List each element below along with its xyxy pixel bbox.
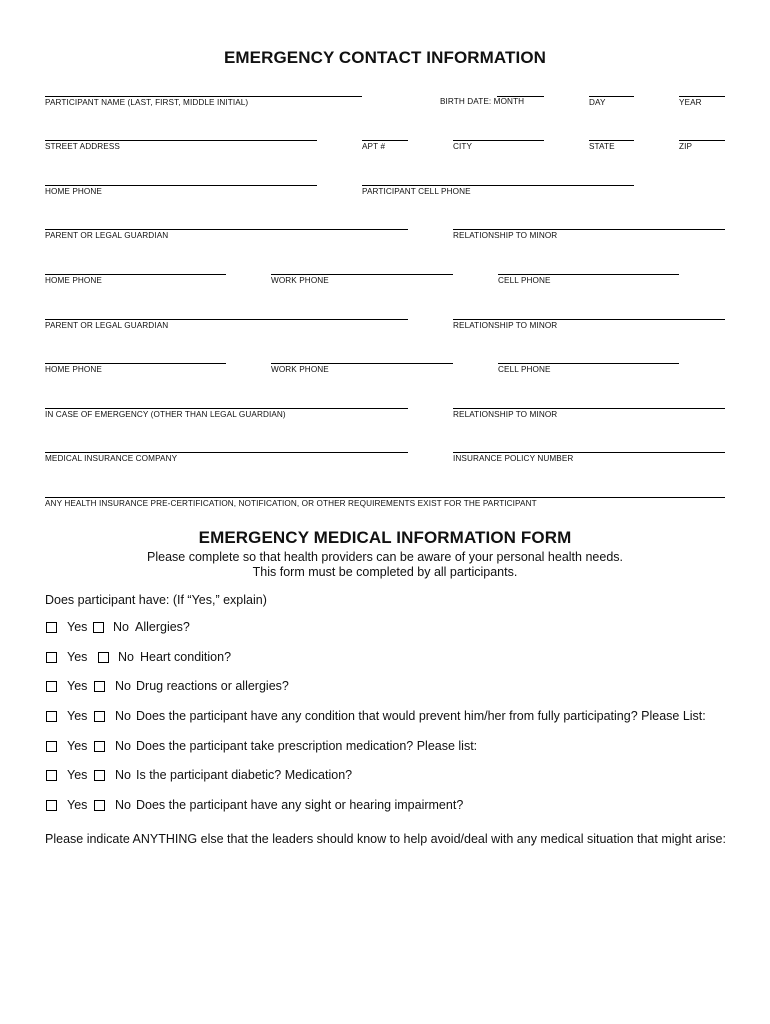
yes-checkbox[interactable] — [46, 622, 57, 633]
apt-label: APT # — [362, 142, 386, 151]
relationship-field-2[interactable] — [453, 319, 725, 334]
work-phone-field-2[interactable] — [271, 363, 453, 378]
zip-label: ZIP — [679, 142, 693, 151]
parent-guardian-label: PARENT OR LEGAL GUARDIAN — [45, 231, 169, 240]
city-label: CITY — [453, 142, 473, 151]
no-checkbox[interactable] — [94, 741, 105, 752]
question-row — [45, 650, 725, 666]
no-checkbox[interactable] — [93, 622, 104, 633]
parent-guardian-field-1[interactable] — [45, 229, 408, 244]
yes-label: Yes — [67, 709, 88, 723]
pre-certification-label: ANY HEALTH INSURANCE PRE-CERTIFICATION, NOTIFICATION, OR OTHER REQUIREMENTS EXIST FOR THE PARTICIPANT — [45, 499, 537, 508]
apt-field[interactable] — [362, 140, 408, 155]
no-checkbox[interactable] — [94, 711, 105, 722]
no-checkbox[interactable] — [94, 800, 105, 811]
birth-date-month-label: BIRTH DATE: MONTH — [440, 97, 525, 106]
medical-subtitle-1: Please complete so that health providers can be aware of your personal health needs. — [147, 550, 623, 564]
relationship-field-1[interactable] — [453, 229, 725, 244]
emergency-contact-field[interactable] — [45, 408, 408, 423]
birth-month-line — [497, 96, 544, 97]
closing-instruction: Please indicate ANYTHING else that the leaders should know to help avoid/deal with any medical situation that might arise: — [45, 832, 726, 846]
question-text: Allergies? — [135, 620, 190, 634]
yes-checkbox[interactable] — [46, 681, 57, 692]
participant-name-field[interactable] — [45, 96, 362, 111]
question-text: Does the participant have any condition that would prevent him/her from fully participating? Please List: — [136, 709, 706, 723]
street-address-label: STREET ADDRESS — [45, 142, 120, 151]
no-checkbox[interactable] — [94, 681, 105, 692]
parent-guardian-label: PARENT OR LEGAL GUARDIAN — [45, 321, 169, 330]
state-field[interactable] — [589, 140, 634, 155]
question-row — [45, 679, 725, 695]
medical-insurance-company-label: MEDICAL INSURANCE COMPANY — [45, 454, 178, 463]
no-label: No — [115, 798, 131, 812]
emergency-contact-label: IN CASE OF EMERGENCY (OTHER THAN LEGAL GUARDIAN) — [45, 410, 286, 419]
participant-name-label: PARTICIPANT NAME (LAST, FIRST, MIDDLE INITIAL) — [45, 98, 249, 107]
birth-year-field[interactable] — [679, 96, 725, 111]
home-phone-field[interactable] — [45, 185, 317, 200]
home-phone-label: HOME PHONE — [45, 276, 102, 285]
question-text: Does the participant have any sight or hearing impairment? — [136, 798, 464, 812]
street-address-field[interactable] — [45, 140, 317, 155]
no-checkbox[interactable] — [94, 770, 105, 781]
cell-phone-label: CELL PHONE — [498, 365, 551, 374]
state-label: STATE — [589, 142, 615, 151]
home-phone-field-2[interactable] — [45, 363, 226, 378]
contact-title: EMERGENCY CONTACT INFORMATION — [223, 48, 547, 67]
yes-label: Yes — [67, 679, 88, 693]
no-label: No — [113, 620, 129, 634]
participant-cell-phone-field[interactable] — [362, 185, 634, 200]
home-phone-field-1[interactable] — [45, 274, 226, 289]
insurance-policy-number-label: INSURANCE POLICY NUMBER — [453, 454, 574, 463]
work-phone-field-1[interactable] — [271, 274, 453, 289]
cell-phone-field-1[interactable] — [498, 274, 679, 289]
yes-label: Yes — [67, 768, 88, 782]
cell-phone-label: CELL PHONE — [498, 276, 551, 285]
no-label: No — [115, 768, 131, 782]
yes-label: Yes — [67, 798, 88, 812]
birth-day-field[interactable] — [589, 96, 634, 111]
medical-subtitle-2: This form must be completed by all participants. — [252, 565, 518, 579]
yes-label: Yes — [67, 620, 88, 634]
year-label: YEAR — [679, 98, 702, 107]
yes-checkbox[interactable] — [46, 652, 57, 663]
cell-phone-field-2[interactable] — [498, 363, 679, 378]
pre-certification-field[interactable] — [45, 497, 725, 512]
home-phone-label: HOME PHONE — [45, 187, 102, 196]
relationship-label: RELATIONSHIP TO MINOR — [453, 321, 558, 330]
zip-field[interactable] — [679, 140, 725, 155]
parent-guardian-field-2[interactable] — [45, 319, 408, 334]
home-phone-label: HOME PHONE — [45, 365, 102, 374]
participant-cell-phone-label: PARTICIPANT CELL PHONE — [362, 187, 471, 196]
question-text: Heart condition? — [140, 650, 232, 664]
insurance-policy-number-field[interactable] — [453, 452, 725, 467]
medical-insurance-company-field[interactable] — [45, 452, 408, 467]
question-text: Drug reactions or allergies? — [136, 679, 289, 693]
no-label: No — [115, 679, 131, 693]
no-label: No — [118, 650, 134, 664]
yes-label: Yes — [67, 739, 88, 753]
question-row — [45, 709, 725, 725]
work-phone-label: WORK PHONE — [271, 365, 329, 374]
relationship-field-3[interactable] — [453, 408, 725, 423]
no-label: No — [115, 709, 131, 723]
yes-checkbox[interactable] — [46, 741, 57, 752]
no-checkbox[interactable] — [98, 652, 109, 663]
city-field[interactable] — [453, 140, 544, 155]
relationship-label: RELATIONSHIP TO MINOR — [453, 231, 558, 240]
question-text: Is the participant diabetic? Medication? — [136, 768, 353, 782]
yes-label: Yes — [67, 650, 88, 664]
yes-checkbox[interactable] — [46, 770, 57, 781]
medical-prompt: Does participant have: (If “Yes,” explain) — [45, 593, 267, 607]
question-row — [45, 768, 725, 784]
birth-month-field[interactable] — [440, 96, 544, 110]
relationship-label: RELATIONSHIP TO MINOR — [453, 410, 558, 419]
question-row — [45, 798, 725, 814]
work-phone-label: WORK PHONE — [271, 276, 329, 285]
no-label: No — [115, 739, 131, 753]
yes-checkbox[interactable] — [46, 800, 57, 811]
medical-title: EMERGENCY MEDICAL INFORMATION FORM — [198, 528, 572, 547]
question-row — [45, 620, 725, 636]
question-text: Does the participant take prescription medication? Please list: — [136, 739, 478, 753]
yes-checkbox[interactable] — [46, 711, 57, 722]
day-label: DAY — [589, 98, 606, 107]
question-row — [45, 739, 725, 755]
